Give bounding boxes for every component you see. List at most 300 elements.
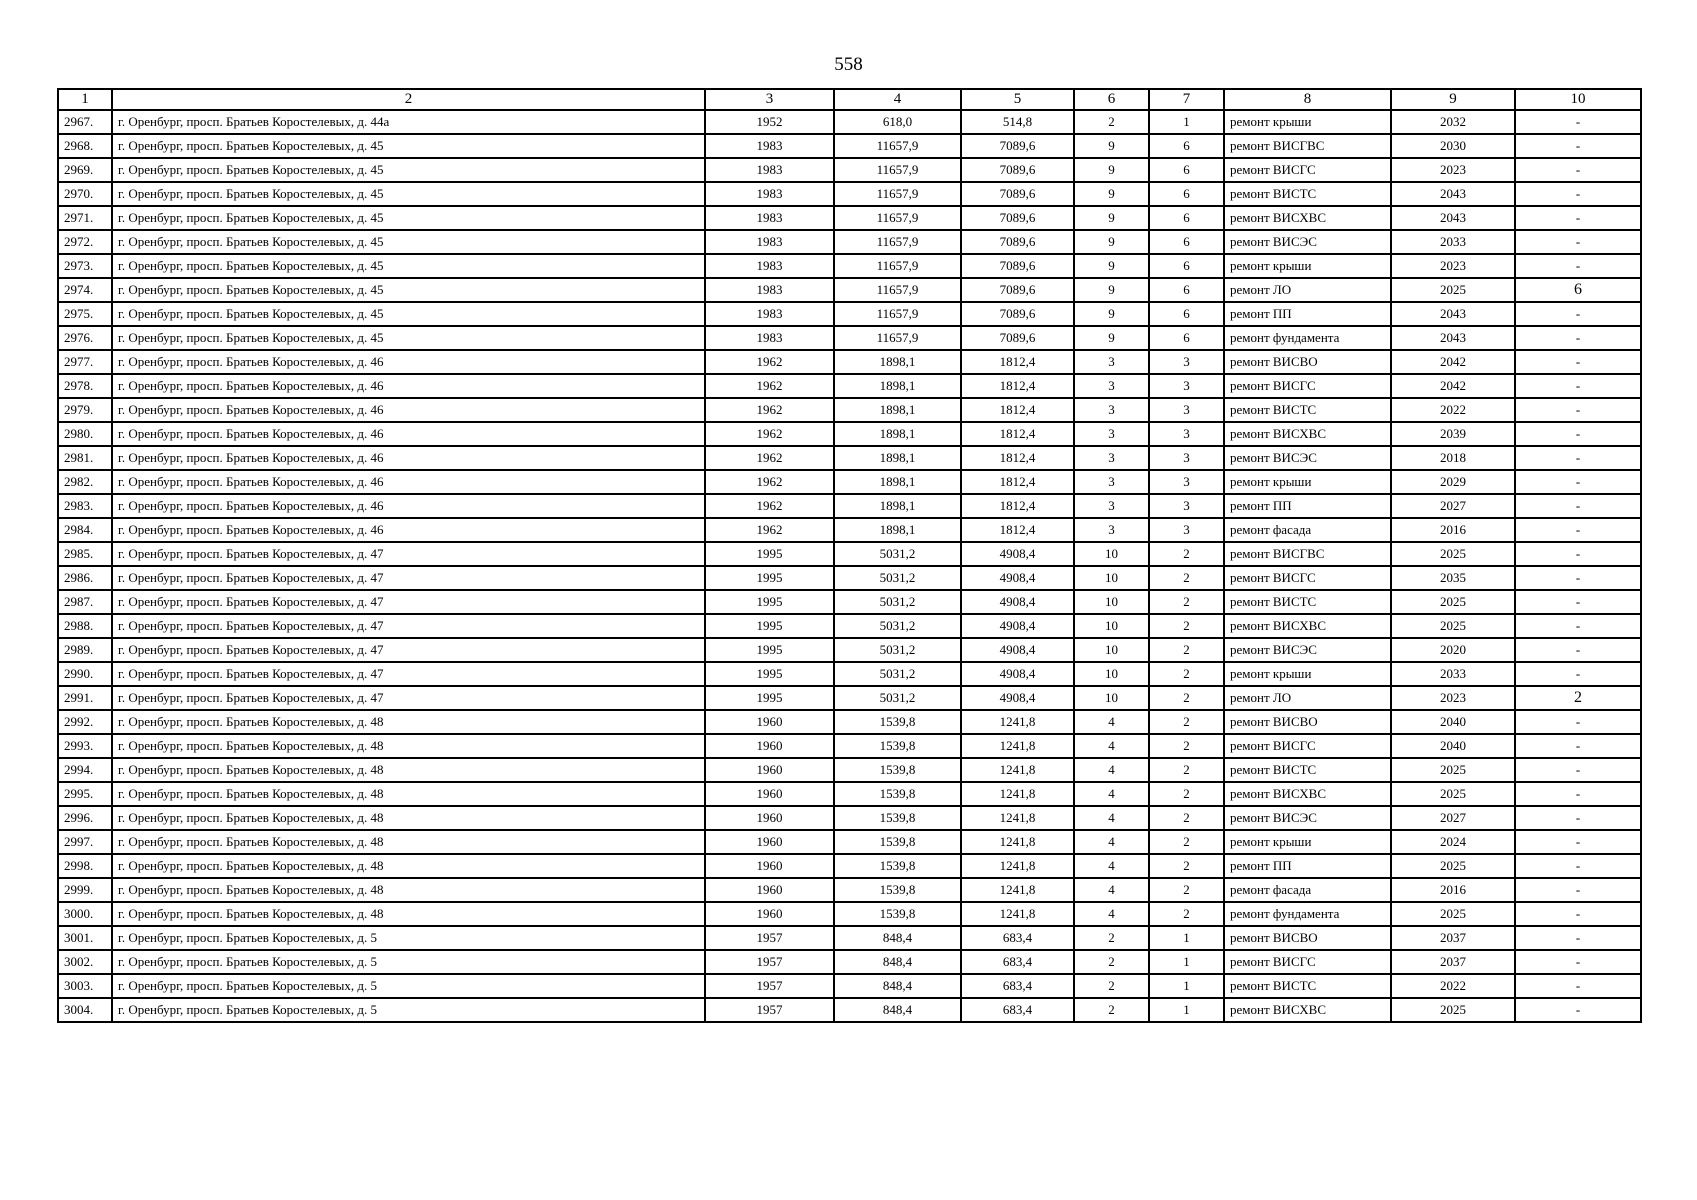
row-number: 2967. <box>58 110 112 134</box>
elevators-cell: - <box>1515 950 1641 974</box>
floors-cell: 2 <box>1074 998 1149 1022</box>
living-area-cell: 1812,4 <box>961 446 1074 470</box>
entrances-cell: 2 <box>1149 806 1224 830</box>
elevators-cell: - <box>1515 110 1641 134</box>
year-built-cell: 1983 <box>705 182 834 206</box>
table-row <box>58 278 1641 302</box>
entrances-cell: 2 <box>1149 686 1224 710</box>
total-area-cell: 1898,1 <box>834 446 961 470</box>
address-cell: г. Оренбург, просп. Братьев Коростелевых, д. 48 <box>112 902 705 926</box>
repair-type-cell: ремонт ВИСХВС <box>1224 422 1391 446</box>
elevators-cell: - <box>1515 158 1641 182</box>
table-row <box>58 518 1641 542</box>
repair-type-cell: ремонт ВИСГС <box>1224 158 1391 182</box>
planned-year-cell: 2025 <box>1391 542 1515 566</box>
entrances-cell: 3 <box>1149 422 1224 446</box>
column-number-header-row <box>58 89 1641 110</box>
floors-cell: 3 <box>1074 446 1149 470</box>
table-row <box>58 758 1641 782</box>
floors-cell: 3 <box>1074 494 1149 518</box>
living-area-cell: 4908,4 <box>961 662 1074 686</box>
repair-type-cell: ремонт ЛО <box>1224 278 1391 302</box>
year-built-cell: 1995 <box>705 566 834 590</box>
address-cell: г. Оренбург, просп. Братьев Коростелевых, д. 45 <box>112 230 705 254</box>
table-row <box>58 254 1641 278</box>
year-built-cell: 1960 <box>705 830 834 854</box>
living-area-cell: 1812,4 <box>961 518 1074 542</box>
repair-type-cell: ремонт ВИСХВС <box>1224 206 1391 230</box>
living-area-cell: 7089,6 <box>961 254 1074 278</box>
total-area-cell: 11657,9 <box>834 278 961 302</box>
entrances-cell: 2 <box>1149 878 1224 902</box>
elevators-cell: - <box>1515 710 1641 734</box>
floors-cell: 3 <box>1074 422 1149 446</box>
address-cell: г. Оренбург, просп. Братьев Коростелевых, д. 46 <box>112 494 705 518</box>
floors-cell: 10 <box>1074 542 1149 566</box>
planned-year-cell: 2016 <box>1391 878 1515 902</box>
table-row <box>58 878 1641 902</box>
repair-type-cell: ремонт крыши <box>1224 830 1391 854</box>
row-number: 3001. <box>58 926 112 950</box>
planned-year-cell: 2032 <box>1391 110 1515 134</box>
planned-year-cell: 2018 <box>1391 446 1515 470</box>
year-built-cell: 1962 <box>705 494 834 518</box>
row-number: 2972. <box>58 230 112 254</box>
row-number: 2969. <box>58 158 112 182</box>
elevators-cell: - <box>1515 182 1641 206</box>
row-number: 2982. <box>58 470 112 494</box>
total-area-cell: 1898,1 <box>834 374 961 398</box>
living-area-cell: 1812,4 <box>961 422 1074 446</box>
living-area-cell: 1812,4 <box>961 398 1074 422</box>
year-built-cell: 1952 <box>705 110 834 134</box>
total-area-cell: 11657,9 <box>834 158 961 182</box>
total-area-cell: 1539,8 <box>834 854 961 878</box>
floors-cell: 9 <box>1074 182 1149 206</box>
repair-type-cell: ремонт ВИСГВС <box>1224 542 1391 566</box>
elevators-cell: - <box>1515 350 1641 374</box>
repair-type-cell: ремонт фасада <box>1224 518 1391 542</box>
year-built-cell: 1995 <box>705 662 834 686</box>
column-header: 3 <box>705 89 834 110</box>
total-area-cell: 1898,1 <box>834 422 961 446</box>
planned-year-cell: 2025 <box>1391 614 1515 638</box>
living-area-cell: 1241,8 <box>961 782 1074 806</box>
elevators-cell: - <box>1515 566 1641 590</box>
planned-year-cell: 2020 <box>1391 638 1515 662</box>
elevators-cell: - <box>1515 326 1641 350</box>
table-row <box>58 686 1641 710</box>
floors-cell: 4 <box>1074 710 1149 734</box>
year-built-cell: 1962 <box>705 374 834 398</box>
floors-cell: 10 <box>1074 590 1149 614</box>
year-built-cell: 1960 <box>705 734 834 758</box>
repair-type-cell: ремонт фундамента <box>1224 326 1391 350</box>
living-area-cell: 514,8 <box>961 110 1074 134</box>
address-cell: г. Оренбург, просп. Братьев Коростелевых, д. 45 <box>112 158 705 182</box>
living-area-cell: 1812,4 <box>961 494 1074 518</box>
table-row <box>58 590 1641 614</box>
row-number: 2985. <box>58 542 112 566</box>
row-number: 2986. <box>58 566 112 590</box>
floors-cell: 3 <box>1074 350 1149 374</box>
row-number: 2989. <box>58 638 112 662</box>
elevators-cell: - <box>1515 878 1641 902</box>
total-area-cell: 5031,2 <box>834 662 961 686</box>
living-area-cell: 1241,8 <box>961 758 1074 782</box>
repair-type-cell: ремонт крыши <box>1224 662 1391 686</box>
column-header: 2 <box>112 89 705 110</box>
entrances-cell: 6 <box>1149 134 1224 158</box>
living-area-cell: 4908,4 <box>961 566 1074 590</box>
elevators-cell: - <box>1515 422 1641 446</box>
entrances-cell: 6 <box>1149 326 1224 350</box>
row-number: 2991. <box>58 686 112 710</box>
floors-cell: 3 <box>1074 398 1149 422</box>
floors-cell: 4 <box>1074 830 1149 854</box>
total-area-cell: 848,4 <box>834 950 961 974</box>
year-built-cell: 1995 <box>705 590 834 614</box>
table-row <box>58 182 1641 206</box>
entrances-cell: 2 <box>1149 830 1224 854</box>
elevators-cell: - <box>1515 974 1641 998</box>
elevators-cell: - <box>1515 254 1641 278</box>
table-row <box>58 206 1641 230</box>
repair-type-cell: ремонт ВИСТС <box>1224 590 1391 614</box>
planned-year-cell: 2016 <box>1391 518 1515 542</box>
row-number: 2980. <box>58 422 112 446</box>
year-built-cell: 1983 <box>705 326 834 350</box>
living-area-cell: 1241,8 <box>961 830 1074 854</box>
floors-cell: 9 <box>1074 302 1149 326</box>
elevators-cell: 2 <box>1515 686 1641 710</box>
column-header: 4 <box>834 89 961 110</box>
floors-cell: 4 <box>1074 758 1149 782</box>
year-built-cell: 1983 <box>705 134 834 158</box>
table-row <box>58 734 1641 758</box>
total-area-cell: 11657,9 <box>834 302 961 326</box>
floors-cell: 3 <box>1074 518 1149 542</box>
floors-cell: 10 <box>1074 614 1149 638</box>
row-number: 2994. <box>58 758 112 782</box>
address-cell: г. Оренбург, просп. Братьев Коростелевых, д. 48 <box>112 878 705 902</box>
year-built-cell: 1983 <box>705 230 834 254</box>
repair-type-cell: ремонт ПП <box>1224 494 1391 518</box>
planned-year-cell: 2043 <box>1391 326 1515 350</box>
floors-cell: 10 <box>1074 662 1149 686</box>
repair-type-cell: ремонт ПП <box>1224 854 1391 878</box>
planned-year-cell: 2023 <box>1391 158 1515 182</box>
entrances-cell: 2 <box>1149 590 1224 614</box>
entrances-cell: 2 <box>1149 758 1224 782</box>
entrances-cell: 3 <box>1149 374 1224 398</box>
total-area-cell: 1898,1 <box>834 518 961 542</box>
planned-year-cell: 2025 <box>1391 782 1515 806</box>
year-built-cell: 1957 <box>705 998 834 1022</box>
repair-type-cell: ремонт ВИСХВС <box>1224 998 1391 1022</box>
floors-cell: 2 <box>1074 950 1149 974</box>
repair-type-cell: ремонт ВИСТС <box>1224 758 1391 782</box>
year-built-cell: 1957 <box>705 974 834 998</box>
address-cell: г. Оренбург, просп. Братьев Коростелевых, д. 45 <box>112 206 705 230</box>
total-area-cell: 1898,1 <box>834 350 961 374</box>
row-number: 2970. <box>58 182 112 206</box>
address-cell: г. Оренбург, просп. Братьев Коростелевых, д. 48 <box>112 758 705 782</box>
planned-year-cell: 2023 <box>1391 686 1515 710</box>
row-number: 2973. <box>58 254 112 278</box>
total-area-cell: 5031,2 <box>834 638 961 662</box>
repair-type-cell: ремонт крыши <box>1224 110 1391 134</box>
total-area-cell: 11657,9 <box>834 206 961 230</box>
address-cell: г. Оренбург, просп. Братьев Коростелевых, д. 47 <box>112 686 705 710</box>
floors-cell: 4 <box>1074 878 1149 902</box>
repair-type-cell: ремонт ВИСГС <box>1224 734 1391 758</box>
address-cell: г. Оренбург, просп. Братьев Коростелевых, д. 5 <box>112 974 705 998</box>
elevators-cell: - <box>1515 230 1641 254</box>
floors-cell: 9 <box>1074 206 1149 230</box>
total-area-cell: 1898,1 <box>834 494 961 518</box>
address-cell: г. Оренбург, просп. Братьев Коростелевых, д. 45 <box>112 302 705 326</box>
planned-year-cell: 2043 <box>1391 302 1515 326</box>
elevators-cell: - <box>1515 398 1641 422</box>
elevators-cell: - <box>1515 830 1641 854</box>
living-area-cell: 4908,4 <box>961 542 1074 566</box>
repair-type-cell: ремонт ВИСХВС <box>1224 782 1391 806</box>
total-area-cell: 1539,8 <box>834 878 961 902</box>
floors-cell: 4 <box>1074 902 1149 926</box>
repair-type-cell: ремонт ПП <box>1224 302 1391 326</box>
row-number: 2990. <box>58 662 112 686</box>
capital-repair-table <box>57 88 1642 1023</box>
floors-cell: 2 <box>1074 110 1149 134</box>
address-cell: г. Оренбург, просп. Братьев Коростелевых, д. 46 <box>112 446 705 470</box>
address-cell: г. Оренбург, просп. Братьев Коростелевых, д. 47 <box>112 590 705 614</box>
entrances-cell: 2 <box>1149 902 1224 926</box>
elevators-cell: - <box>1515 446 1641 470</box>
row-number: 2981. <box>58 446 112 470</box>
planned-year-cell: 2022 <box>1391 398 1515 422</box>
elevators-cell: - <box>1515 638 1641 662</box>
entrances-cell: 2 <box>1149 638 1224 662</box>
living-area-cell: 683,4 <box>961 998 1074 1022</box>
elevators-cell: - <box>1515 782 1641 806</box>
total-area-cell: 11657,9 <box>834 254 961 278</box>
column-header: 9 <box>1391 89 1515 110</box>
elevators-cell: - <box>1515 734 1641 758</box>
address-cell: г. Оренбург, просп. Братьев Коростелевых, д. 48 <box>112 710 705 734</box>
planned-year-cell: 2024 <box>1391 830 1515 854</box>
repair-type-cell: ремонт крыши <box>1224 254 1391 278</box>
floors-cell: 9 <box>1074 158 1149 182</box>
year-built-cell: 1960 <box>705 854 834 878</box>
repair-type-cell: ремонт ВИСГС <box>1224 950 1391 974</box>
year-built-cell: 1983 <box>705 302 834 326</box>
column-header: 1 <box>58 89 112 110</box>
row-number: 2988. <box>58 614 112 638</box>
table-row <box>58 566 1641 590</box>
address-cell: г. Оренбург, просп. Братьев Коростелевых, д. 45 <box>112 134 705 158</box>
entrances-cell: 3 <box>1149 398 1224 422</box>
repair-type-cell: ремонт ВИСТС <box>1224 398 1391 422</box>
year-built-cell: 1995 <box>705 686 834 710</box>
year-built-cell: 1983 <box>705 254 834 278</box>
column-header: 8 <box>1224 89 1391 110</box>
row-number: 2976. <box>58 326 112 350</box>
living-area-cell: 1812,4 <box>961 470 1074 494</box>
address-cell: г. Оренбург, просп. Братьев Коростелевых, д. 48 <box>112 830 705 854</box>
repair-type-cell: ремонт крыши <box>1224 470 1391 494</box>
year-built-cell: 1960 <box>705 758 834 782</box>
address-cell: г. Оренбург, просп. Братьев Коростелевых, д. 44а <box>112 110 705 134</box>
total-area-cell: 1898,1 <box>834 398 961 422</box>
entrances-cell: 2 <box>1149 710 1224 734</box>
planned-year-cell: 2043 <box>1391 182 1515 206</box>
row-number: 2984. <box>58 518 112 542</box>
address-cell: г. Оренбург, просп. Братьев Коростелевых, д. 46 <box>112 350 705 374</box>
repair-type-cell: ремонт фасада <box>1224 878 1391 902</box>
elevators-cell: - <box>1515 542 1641 566</box>
planned-year-cell: 2027 <box>1391 494 1515 518</box>
repair-type-cell: ремонт ВИСВО <box>1224 350 1391 374</box>
address-cell: г. Оренбург, просп. Братьев Коростелевых, д. 48 <box>112 854 705 878</box>
planned-year-cell: 2043 <box>1391 206 1515 230</box>
row-number: 2978. <box>58 374 112 398</box>
total-area-cell: 1898,1 <box>834 470 961 494</box>
address-cell: г. Оренбург, просп. Братьев Коростелевых, д. 48 <box>112 782 705 806</box>
year-built-cell: 1995 <box>705 638 834 662</box>
address-cell: г. Оренбург, просп. Братьев Коростелевых, д. 46 <box>112 470 705 494</box>
table-row <box>58 302 1641 326</box>
table-row <box>58 542 1641 566</box>
address-cell: г. Оренбург, просп. Братьев Коростелевых, д. 48 <box>112 734 705 758</box>
planned-year-cell: 2030 <box>1391 134 1515 158</box>
planned-year-cell: 2040 <box>1391 734 1515 758</box>
row-number: 2983. <box>58 494 112 518</box>
planned-year-cell: 2025 <box>1391 278 1515 302</box>
year-built-cell: 1983 <box>705 278 834 302</box>
table-row <box>58 926 1641 950</box>
year-built-cell: 1983 <box>705 206 834 230</box>
entrances-cell: 2 <box>1149 614 1224 638</box>
planned-year-cell: 2025 <box>1391 902 1515 926</box>
address-cell: г. Оренбург, просп. Братьев Коростелевых, д. 45 <box>112 278 705 302</box>
table-row <box>58 950 1641 974</box>
living-area-cell: 7089,6 <box>961 302 1074 326</box>
entrances-cell: 2 <box>1149 782 1224 806</box>
repair-type-cell: ремонт ВИСВО <box>1224 926 1391 950</box>
year-built-cell: 1995 <box>705 614 834 638</box>
year-built-cell: 1960 <box>705 902 834 926</box>
row-number: 2971. <box>58 206 112 230</box>
entrances-cell: 2 <box>1149 662 1224 686</box>
entrances-cell: 6 <box>1149 254 1224 278</box>
year-built-cell: 1962 <box>705 470 834 494</box>
table-row <box>58 998 1641 1022</box>
living-area-cell: 7089,6 <box>961 206 1074 230</box>
table-row <box>58 110 1641 134</box>
page-number: 558 <box>834 54 863 75</box>
entrances-cell: 1 <box>1149 974 1224 998</box>
planned-year-cell: 2025 <box>1391 758 1515 782</box>
planned-year-cell: 2037 <box>1391 926 1515 950</box>
year-built-cell: 1957 <box>705 950 834 974</box>
year-built-cell: 1960 <box>705 710 834 734</box>
address-cell: г. Оренбург, просп. Братьев Коростелевых, д. 46 <box>112 398 705 422</box>
living-area-cell: 683,4 <box>961 974 1074 998</box>
table-row <box>58 806 1641 830</box>
total-area-cell: 1539,8 <box>834 806 961 830</box>
living-area-cell: 7089,6 <box>961 326 1074 350</box>
row-number: 2999. <box>58 878 112 902</box>
entrances-cell: 1 <box>1149 110 1224 134</box>
table-row <box>58 974 1641 998</box>
floors-cell: 9 <box>1074 254 1149 278</box>
planned-year-cell: 2040 <box>1391 710 1515 734</box>
row-number: 2998. <box>58 854 112 878</box>
entrances-cell: 3 <box>1149 350 1224 374</box>
living-area-cell: 7089,6 <box>961 134 1074 158</box>
entrances-cell: 6 <box>1149 302 1224 326</box>
elevators-cell: - <box>1515 206 1641 230</box>
table-row <box>58 710 1641 734</box>
column-header: 5 <box>961 89 1074 110</box>
table-row <box>58 446 1641 470</box>
repair-type-cell: ремонт ВИСЭС <box>1224 638 1391 662</box>
table-row <box>58 638 1641 662</box>
row-number: 2975. <box>58 302 112 326</box>
row-number: 2968. <box>58 134 112 158</box>
planned-year-cell: 2042 <box>1391 374 1515 398</box>
elevators-cell: - <box>1515 518 1641 542</box>
repair-type-cell: ремонт ВИСГС <box>1224 374 1391 398</box>
entrances-cell: 3 <box>1149 518 1224 542</box>
total-area-cell: 11657,9 <box>834 230 961 254</box>
elevators-cell: - <box>1515 134 1641 158</box>
floors-cell: 4 <box>1074 782 1149 806</box>
elevators-cell: - <box>1515 902 1641 926</box>
address-cell: г. Оренбург, просп. Братьев Коростелевых, д. 47 <box>112 662 705 686</box>
repair-type-cell: ремонт фундамента <box>1224 902 1391 926</box>
table-row <box>58 782 1641 806</box>
entrances-cell: 3 <box>1149 470 1224 494</box>
living-area-cell: 1241,8 <box>961 806 1074 830</box>
row-number: 2977. <box>58 350 112 374</box>
row-number: 3004. <box>58 998 112 1022</box>
table-row <box>58 374 1641 398</box>
row-number: 2996. <box>58 806 112 830</box>
elevators-cell: - <box>1515 662 1641 686</box>
planned-year-cell: 2039 <box>1391 422 1515 446</box>
row-number: 2974. <box>58 278 112 302</box>
total-area-cell: 848,4 <box>834 998 961 1022</box>
total-area-cell: 848,4 <box>834 926 961 950</box>
row-number: 2979. <box>58 398 112 422</box>
elevators-cell: - <box>1515 998 1641 1022</box>
column-header: 10 <box>1515 89 1641 110</box>
total-area-cell: 1539,8 <box>834 902 961 926</box>
table-row <box>58 422 1641 446</box>
entrances-cell: 2 <box>1149 734 1224 758</box>
elevators-cell: - <box>1515 854 1641 878</box>
planned-year-cell: 2029 <box>1391 470 1515 494</box>
entrances-cell: 2 <box>1149 566 1224 590</box>
repair-type-cell: ремонт ЛО <box>1224 686 1391 710</box>
floors-cell: 9 <box>1074 278 1149 302</box>
repair-type-cell: ремонт ВИСГВС <box>1224 134 1391 158</box>
floors-cell: 10 <box>1074 566 1149 590</box>
living-area-cell: 683,4 <box>961 926 1074 950</box>
row-number: 3002. <box>58 950 112 974</box>
